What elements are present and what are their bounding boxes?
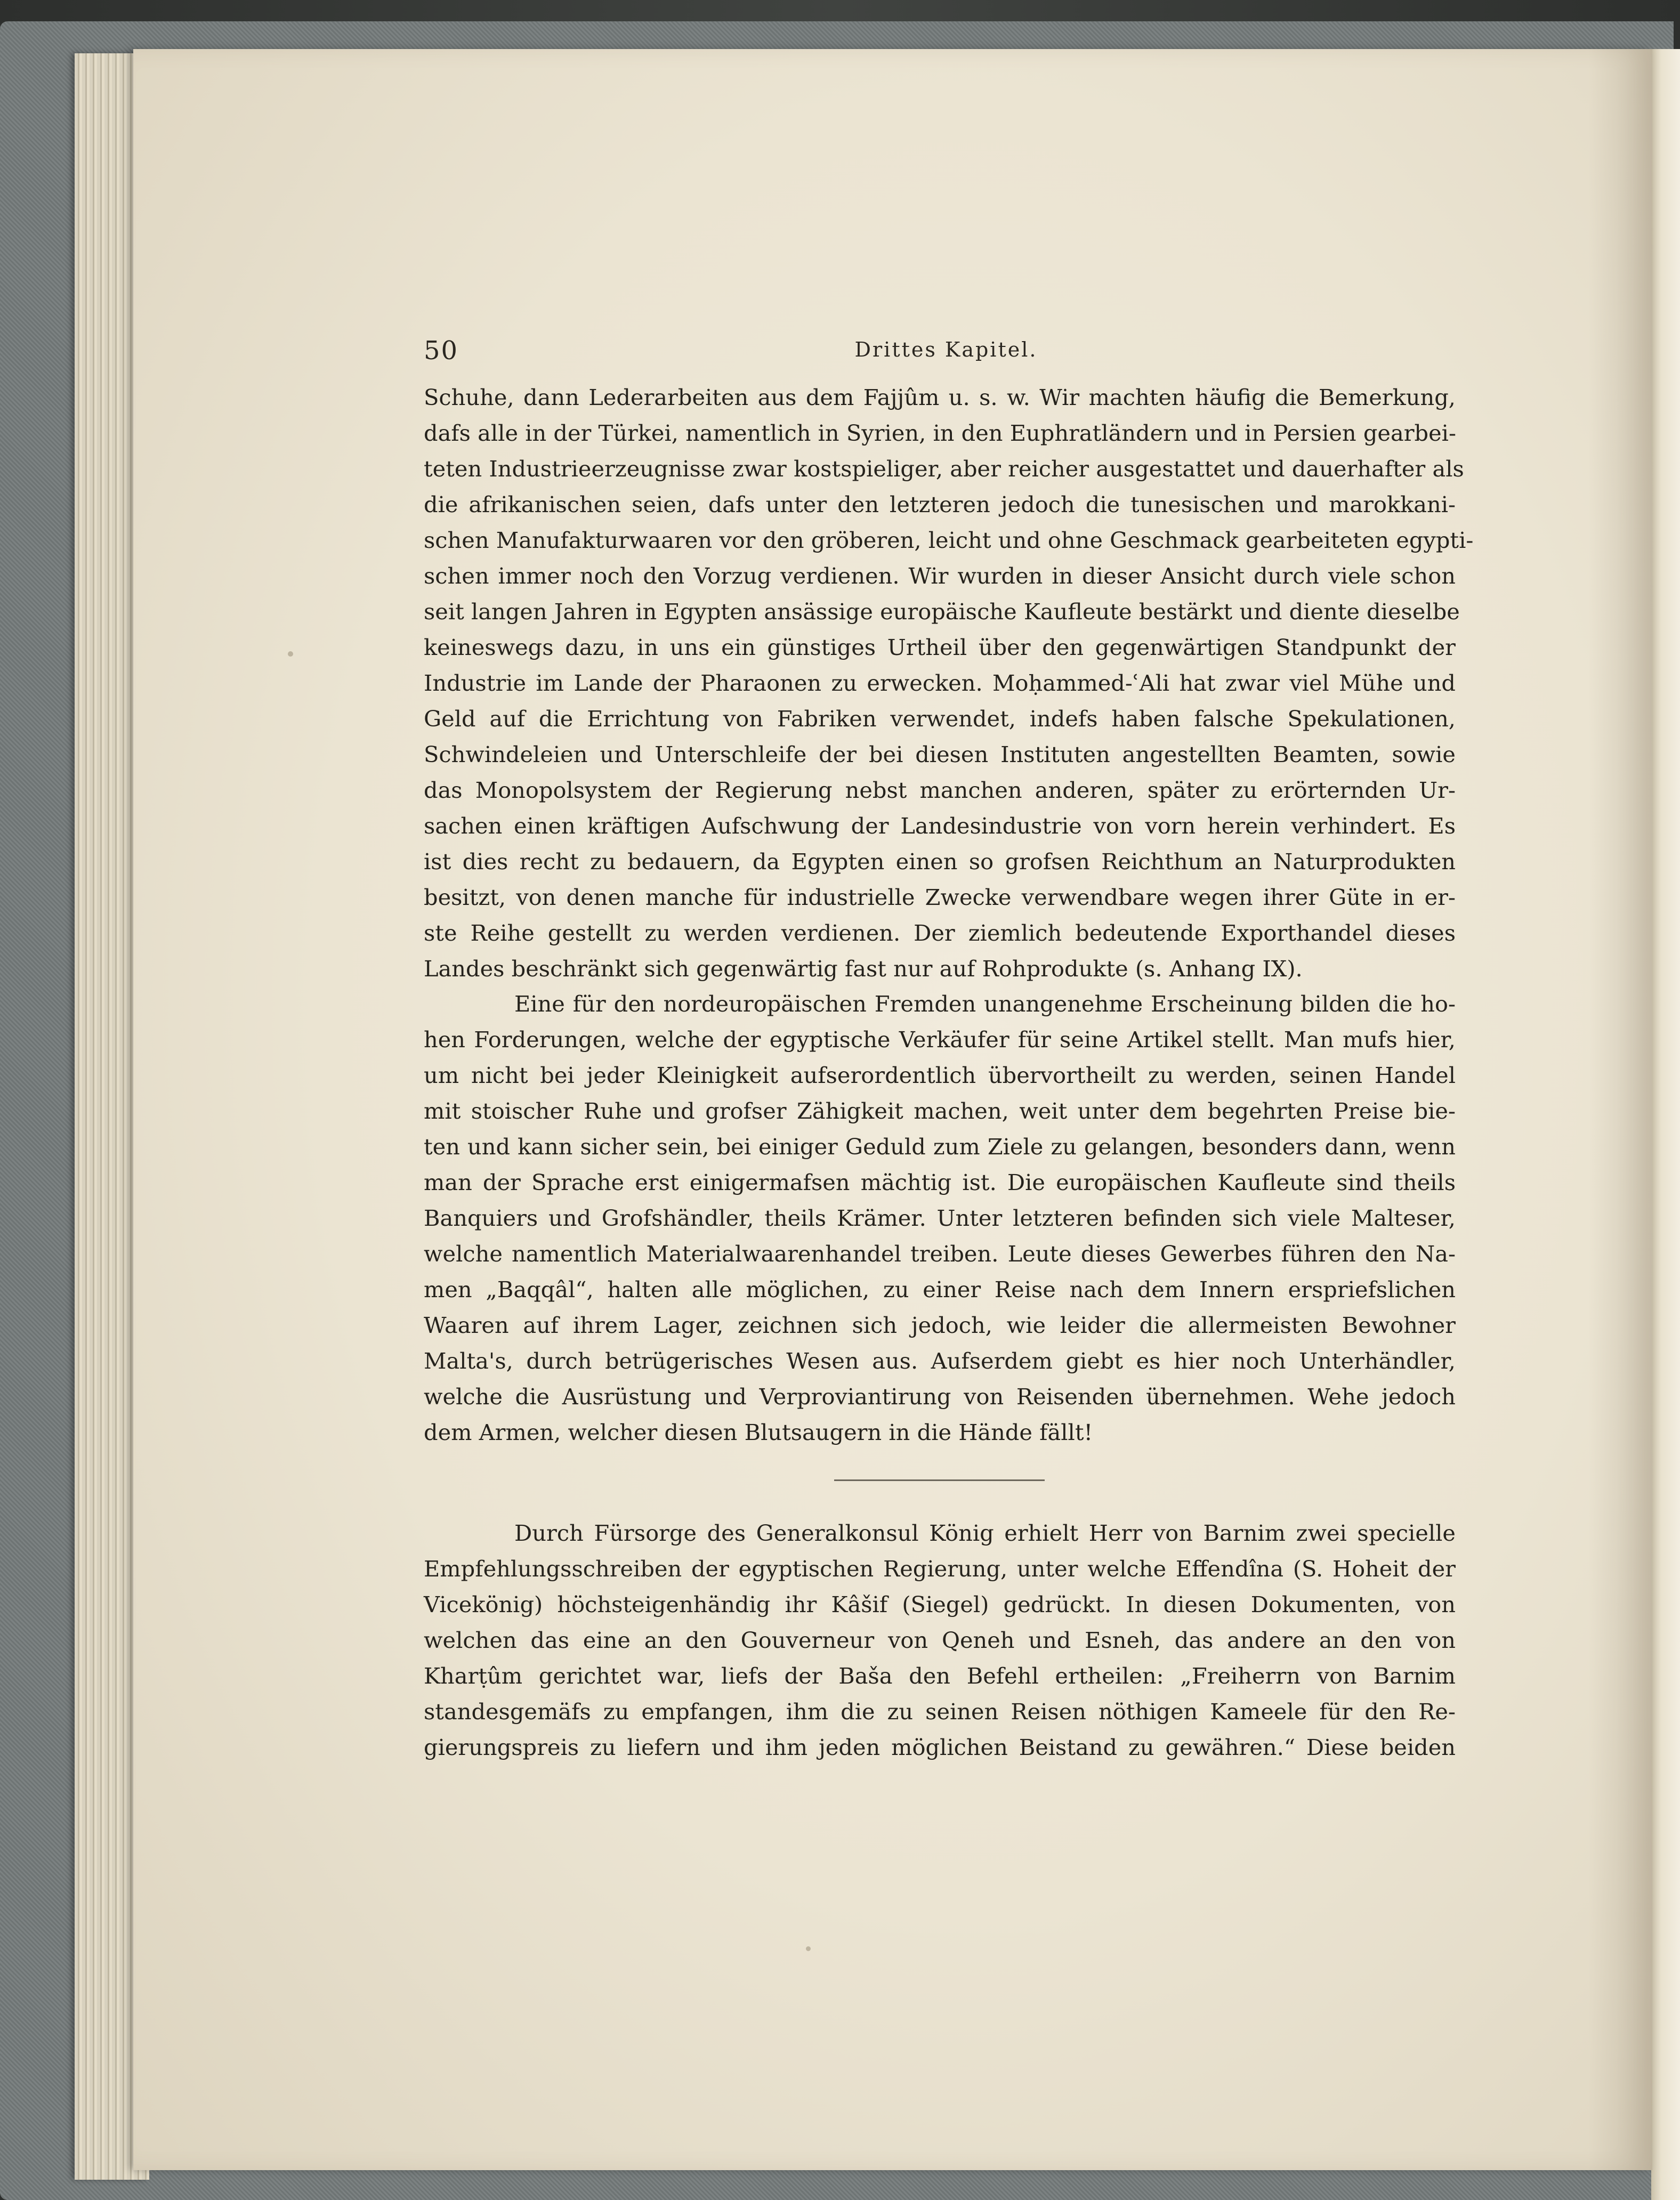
text-line: ist dies recht zu bedauern, da Egypten einen so grofsen Reichthum an Naturprodukten	[424, 848, 1456, 875]
section-separator-rule	[834, 1479, 1045, 1481]
paper-spot	[288, 651, 293, 657]
text-line: welchen das eine an den Gouverneur von Qeneh und Esneh, das andere an den von	[424, 1627, 1456, 1653]
text-line: Malta's, durch betrügerisches Wesen aus. Aufserdem giebt es hier noch Unterhändler,	[424, 1348, 1456, 1374]
paragraph-2	[424, 986, 1456, 1450]
text-line: ten und kann sicher sein, bei einiger Geduld zum Ziele zu gelangen, besonders dann, wenn	[424, 1134, 1456, 1160]
text-line: keineswegs dazu, in uns ein günstiges Urtheil über den gegenwärtigen Standpunkt der	[424, 634, 1456, 660]
text-line: Durch Fürsorge des Generalkonsul König erhielt Herr von Barnim zwei specielle	[514, 1520, 1456, 1546]
text-line: Waaren auf ihrem Lager, zeichnen sich jedoch, wie leider die allermeisten Bewohner	[424, 1312, 1456, 1338]
text-line: dem Armen, welcher diesen Blutsaugern in die Hände fällt!	[424, 1419, 1093, 1445]
text-line: dafs alle in der Türkei, namentlich in Syrien, in den Euphratländern und in Persien gearbei-	[424, 420, 1456, 446]
text-line: welche namentlich Materialwaarenhandel treiben. Leute dieses Gewerbes führen den Na-	[424, 1241, 1456, 1267]
text-line: Industrie im Lande der Pharaonen zu erwecken. Moḥammed-ʿAli hat zwar viel Mühe und	[424, 670, 1456, 696]
page-gutter-shadow	[1588, 49, 1652, 2170]
text-line: Kharṭûm gerichtet war, liefs der Baša den Befehl ertheilen: „Freiherrn von Barnim	[424, 1663, 1456, 1689]
text-line: Geld auf die Errichtung von Fabriken verwendet, indefs haben falsche Spekulationen,	[424, 706, 1456, 732]
text-line: Schuhe, dann Lederarbeiten aus dem Fajjûm u. s. w. Wir machten häufig die Bemerkung,	[424, 384, 1456, 410]
text-line: mit stoischer Ruhe und grofser Zähigkeit machen, weit unter dem begehrten Preise bie-	[424, 1098, 1456, 1124]
text-line: standesgemäfs zu empfangen, ihm die zu seinen Reisen nöthigen Kameele für den Re-	[424, 1698, 1456, 1725]
text-line: Banquiers und Grofshändler, theils Krämer. Unter letzteren befinden sich viele Malteser,	[424, 1205, 1456, 1231]
text-line: die afrikanischen seien, dafs unter den letzteren jedoch die tunesischen und marokkani-	[424, 491, 1456, 517]
text-line: seit langen Jahren in Egypten ansässige europäische Kaufleute bestärkt und diente dieselbe	[424, 598, 1460, 625]
text-line: Schwindeleien und Unterschleife der bei diesen Instituten angestellten Beamten, sowie	[424, 741, 1456, 767]
text-line: Vicekönig) höchsteigenhändig ihr Kâšif (Siegel) gedrückt. In diesen Dokumenten, von	[424, 1591, 1456, 1617]
paper-spot	[806, 1946, 811, 1951]
text-line: Eine für den nordeuropäischen Fremden unangenehme Erscheinung bilden die ho-	[514, 991, 1456, 1017]
text-line: schen Manufakturwaaren vor den gröberen, leicht und ohne Geschmack gearbeiteten egypti-	[424, 527, 1474, 553]
text-line: gierungspreis zu liefern und ihm jeden möglichen Beistand zu gewähren.“ Diese beiden	[424, 1734, 1456, 1760]
running-header	[424, 336, 1468, 368]
facing-page-edge	[1651, 49, 1680, 2200]
text-line: hen Forderungen, welche der egyptische Verkäufer für seine Artikel stellt. Man mufs hier,	[424, 1026, 1456, 1053]
paragraph-3	[424, 1515, 1456, 1765]
text-line: Landes beschränkt sich gegenwärtig fast nur auf Rohprodukte (s. Anhang IX).	[424, 956, 1303, 982]
page-number: 50	[424, 336, 459, 366]
text-line: men „Baqqâl“, halten alle möglichen, zu einer Reise nach dem Innern erspriefslichen	[424, 1276, 1456, 1303]
chapter-title: Drittes Kapitel.	[854, 338, 1038, 361]
text-line: man der Sprache erst einigermafsen mächtig ist. Die europäischen Kaufleute sind theils	[424, 1169, 1456, 1195]
text-line: Empfehlungsschreiben der egyptischen Regierung, unter welche Effendîna (S. Hoheit der	[424, 1556, 1456, 1582]
text-line: um nicht bei jeder Kleinigkeit aufserordentlich übervortheilt zu werden, seinen Handel	[424, 1062, 1456, 1088]
text-line: ste Reihe gestellt zu werden verdienen. Der ziemlich bedeutende Exporthandel dieses	[424, 920, 1456, 946]
text-line: welche die Ausrüstung und Verproviantirung von Reisenden übernehmen. Wehe jedoch	[424, 1384, 1456, 1410]
text-line: schen immer noch den Vorzug verdienen. Wir wurden in dieser Ansicht durch viele schon	[424, 563, 1456, 589]
text-line: teten Industrieerzeugnisse zwar kostspieliger, aber reicher ausgestattet und dauerhafter als	[424, 456, 1464, 482]
text-line: das Monopolsystem der Regierung nebst manchen anderen, später zu erörternden Ur-	[424, 777, 1456, 803]
text-line: besitzt, von denen manche für industrielle Zwecke verwendbare wegen ihrer Güte in er-	[424, 884, 1456, 910]
paragraph-1	[424, 379, 1474, 986]
text-line: sachen einen kräftigen Aufschwung der Landesindustrie von vorn herein verhindert. Es	[424, 813, 1456, 839]
